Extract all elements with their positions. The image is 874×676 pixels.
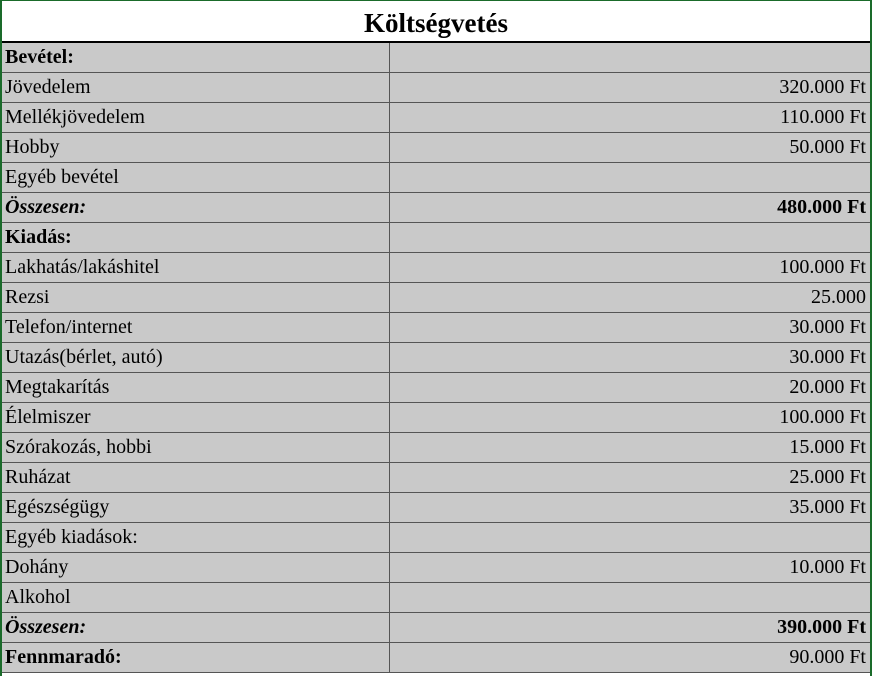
row-value[interactable]: 20.000 Ft xyxy=(389,373,870,403)
row-label[interactable]: Ruházat xyxy=(2,463,389,493)
row-value[interactable]: 15.000 Ft xyxy=(389,433,870,463)
row-label[interactable]: Bevétel: xyxy=(2,43,389,73)
row-label[interactable]: Egyéb kiadások: xyxy=(2,523,389,553)
row-value[interactable]: 90.000 Ft xyxy=(389,643,870,673)
row-value[interactable]: 100.000 Ft xyxy=(389,403,870,433)
row-value[interactable]: 100.000 Ft xyxy=(389,253,870,283)
row-label[interactable]: Telefon/internet xyxy=(2,313,389,343)
table-row xyxy=(2,73,870,103)
table-row xyxy=(2,163,870,193)
table-row xyxy=(2,403,870,433)
row-label[interactable]: Mellékjövedelem xyxy=(2,103,389,133)
table-row xyxy=(2,103,870,133)
table-row xyxy=(2,373,870,403)
row-value[interactable] xyxy=(389,523,870,553)
row-value[interactable] xyxy=(389,163,870,193)
table-row xyxy=(2,343,870,373)
row-value[interactable]: 35.000 Ft xyxy=(389,493,870,523)
row-label[interactable]: Egyéb bevétel xyxy=(2,163,389,193)
row-label[interactable]: Egészségügy xyxy=(2,493,389,523)
row-label[interactable]: Alkohol xyxy=(2,583,389,613)
row-label[interactable]: Jövedelem xyxy=(2,73,389,103)
row-value[interactable] xyxy=(389,223,870,253)
table-row xyxy=(2,253,870,283)
table-row xyxy=(2,43,870,73)
row-value[interactable] xyxy=(389,43,870,73)
table-row xyxy=(2,643,870,673)
table-row xyxy=(2,553,870,583)
row-label[interactable]: Lakhatás/lakáshitel xyxy=(2,253,389,283)
row-label[interactable]: Összesen: xyxy=(2,193,389,223)
row-value[interactable]: 10.000 Ft xyxy=(389,553,870,583)
row-value[interactable]: 50.000 Ft xyxy=(389,133,870,163)
row-value[interactable]: 320.000 Ft xyxy=(389,73,870,103)
row-value[interactable]: 25.000 xyxy=(389,283,870,313)
table-row xyxy=(2,523,870,553)
row-label[interactable]: Kiadás: xyxy=(2,223,389,253)
table-row xyxy=(2,283,870,313)
row-label[interactable]: Fennmaradó: xyxy=(2,643,389,673)
row-label[interactable]: Összesen: xyxy=(2,613,389,643)
table-row xyxy=(2,583,870,613)
sheet-title[interactable]: Költségvetés xyxy=(2,1,870,43)
row-label[interactable]: Hobby xyxy=(2,133,389,163)
row-value[interactable]: 390.000 Ft xyxy=(389,613,870,643)
table-row xyxy=(2,463,870,493)
row-value[interactable]: 110.000 Ft xyxy=(389,103,870,133)
table-row xyxy=(2,433,870,463)
table-row xyxy=(2,193,870,223)
budget-table xyxy=(2,43,870,673)
table-row xyxy=(2,223,870,253)
row-value[interactable]: 25.000 Ft xyxy=(389,463,870,493)
table-row xyxy=(2,613,870,643)
row-label[interactable]: Élelmiszer xyxy=(2,403,389,433)
row-label[interactable]: Megtakarítás xyxy=(2,373,389,403)
row-value[interactable] xyxy=(389,583,870,613)
row-value[interactable]: 30.000 Ft xyxy=(389,313,870,343)
row-label[interactable]: Utazás(bérlet, autó) xyxy=(2,343,389,373)
table-row xyxy=(2,313,870,343)
table-row xyxy=(2,133,870,163)
row-label[interactable]: Dohány xyxy=(2,553,389,583)
row-value[interactable]: 480.000 Ft xyxy=(389,193,870,223)
row-value[interactable]: 30.000 Ft xyxy=(389,343,870,373)
row-label[interactable]: Szórakozás, hobbi xyxy=(2,433,389,463)
table-row xyxy=(2,493,870,523)
row-label[interactable]: Rezsi xyxy=(2,283,389,313)
